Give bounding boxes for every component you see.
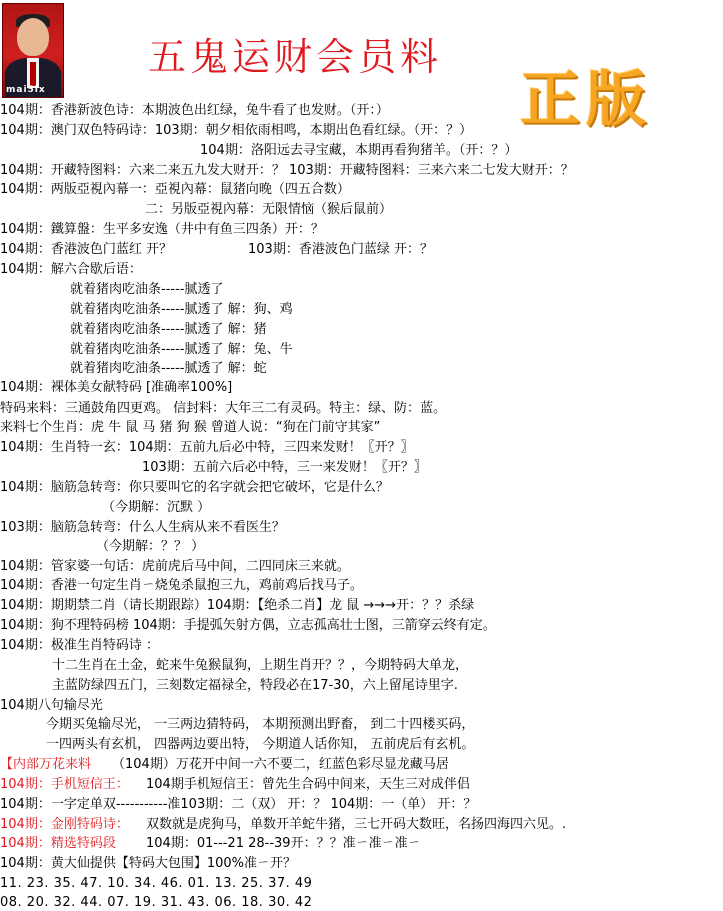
text-line: 104期：香港一句定生肖ㄧ烧兔杀鼠抱三九，鸡前鸡后找马子。 [0, 578, 363, 593]
text-line: 就着猪肉吃油条-----腻透了 解：兔、牛 [70, 342, 293, 357]
text-line-highlight: 104期：手机短信王： [0, 777, 129, 792]
authentic-stamp: 正版 [520, 65, 652, 135]
text-line: 就着猪肉吃油条-----腻透了 [70, 282, 224, 297]
text-line: 104期：澳门双色特码诗：103期：朝夕相依雨相鸣，本期出色看红绿。（开：？） [0, 123, 473, 138]
text-line: 104期：香港新波色诗：本期波色出红绿，兔牛看了也发财。（开：） [0, 103, 389, 118]
text-line: 双数就是虎狗马，单数开羊蛇牛猪，三七开码大数旺，名扬四海四六见。. [146, 817, 567, 832]
number-row: 08. 20. 32. 44. 07. 19. 31. 43. 06. 18. 30. 42 [0, 895, 313, 910]
text-line: 104期：裸体美女献特码 [准确率100%] [0, 380, 233, 395]
text-line: 就着猪肉吃油条-----腻透了 解：狗、鸡 [70, 302, 293, 317]
text-line-highlight: 104期：精选特码段 [0, 836, 116, 851]
text-line: 就着猪肉吃油条-----腻透了 解：猪 [70, 322, 267, 337]
text-line: 十二生肖在土金，蛇来牛兔猴鼠狗，上期生肖开？？，今期特码大单龙， [52, 658, 469, 673]
text-line: （104期）万花开中间一六不要二，红蓝色彩尽显龙藏马居 [112, 757, 449, 772]
text-line: 104期：生肖特一玄：104期：五前九后必中特，三四来发财！〖开？〗 [0, 440, 414, 455]
text-line: （今期解：沉默 ） [102, 500, 211, 515]
text-line: 主蓝防绿四五门，三刻数定福禄全，特段必在17-30，六上留尾诗里字. [52, 678, 458, 693]
text-line: 104期：两版亞視內幕一：亞視內幕：鼠猪向晚（四五合数） [0, 182, 350, 197]
page-title: 五鬼运财会员料 [148, 35, 443, 79]
number-row: 11. 23. 35. 47. 10. 34. 46. 01. 13. 25. 37. 49 [0, 876, 313, 891]
text-line: 104期：洛阳远去寻宝藏，本期再看狗猪羊。（开：？） [200, 143, 518, 158]
portrait-logo: mai5ix [6, 85, 46, 95]
text-line: 103期：香港波色门蓝绿 开：？ [248, 242, 433, 257]
text-line: 104期：一字定单双-----------准103期：二（双） 开：？ 104期：一（单） 开：？ [0, 797, 477, 812]
text-line: 104期：黄大仙提供【特码大包围】100%准ㄧ开？ [0, 856, 296, 871]
text-line: 特码来料：三通鼓角四更鸡。 信封料：大年三二有灵码。特主：绿、防：蓝。 [0, 401, 447, 416]
text-line: 104期手机短信王：曾先生合码中间来，天生三对成伴侣 [146, 777, 470, 792]
text-line: 104期：开藏特图料：六来二来五九发大财开：？ 103期：开藏特图料：三来六来二七发大财开：？ [0, 163, 574, 178]
text-line: 103期：五前六后必中特，三一来发财！〖开？〗 [142, 460, 427, 475]
text-line: 104期：期期禁二肖（请长期跟踪）104期：【绝杀二肖】龙 鼠 →→→开：？？杀绿 [0, 598, 475, 613]
text-line: 104期：极准生肖特码诗 ： [0, 638, 159, 653]
text-line: 103期：脑筋急转弯：什么人生病从来不看医生？ [0, 520, 285, 535]
text-line: 一四两头有玄机， 四器两边要出特， 今期道人话你知， 五前虎后有玄机。 [46, 737, 475, 752]
text-line: 今期买兔输尽光， 一三两边猜特码， 本期预测出野畜， 到二十四楼买码， [46, 717, 475, 732]
text-line: 二：另版亞視內幕：无限情恼（猴后鼠前） [145, 202, 393, 217]
text-line: 104期八句输尽光 [0, 698, 103, 713]
text-line: 就着猪肉吃油条-----腻透了 解：蛇 [70, 361, 267, 376]
text-line: 104期：香港波色门蓝红 开？ [0, 242, 172, 257]
text-line-highlight: 104期：金刚特码诗： [0, 817, 129, 832]
text-line: 来料七个生肖：虎 牛 鼠 马 猪 狗 猴 曾道人说：“狗在门前守其家” [0, 420, 381, 435]
text-line: 104期：01---21 28--39开：？？准ㄧ准ㄧ准ㄧ [146, 836, 421, 851]
author-portrait [2, 3, 64, 98]
text-line: 104期：解六合歇后语： [0, 262, 142, 277]
text-line: 104期：管家婆一句话：虎前虎后马中间，二四同床三来就。 [0, 559, 350, 574]
text-line: 104期：脑筋急转弯：你只要叫它的名字就会把它破坏，它是什么？ [0, 480, 389, 495]
text-line: （今期解：？？ ） [96, 539, 205, 554]
text-line: 104期：鐵算盤：生平多安逸（井中有鱼三四条）开：？ [0, 222, 324, 237]
text-line: 104期：狗不理特码榜 104期：手提弧矢射方偶，立志孤高壮士图，三箭穿云终有定。 [0, 618, 496, 633]
text-line-highlight: 【内部万花来料 [0, 757, 92, 772]
